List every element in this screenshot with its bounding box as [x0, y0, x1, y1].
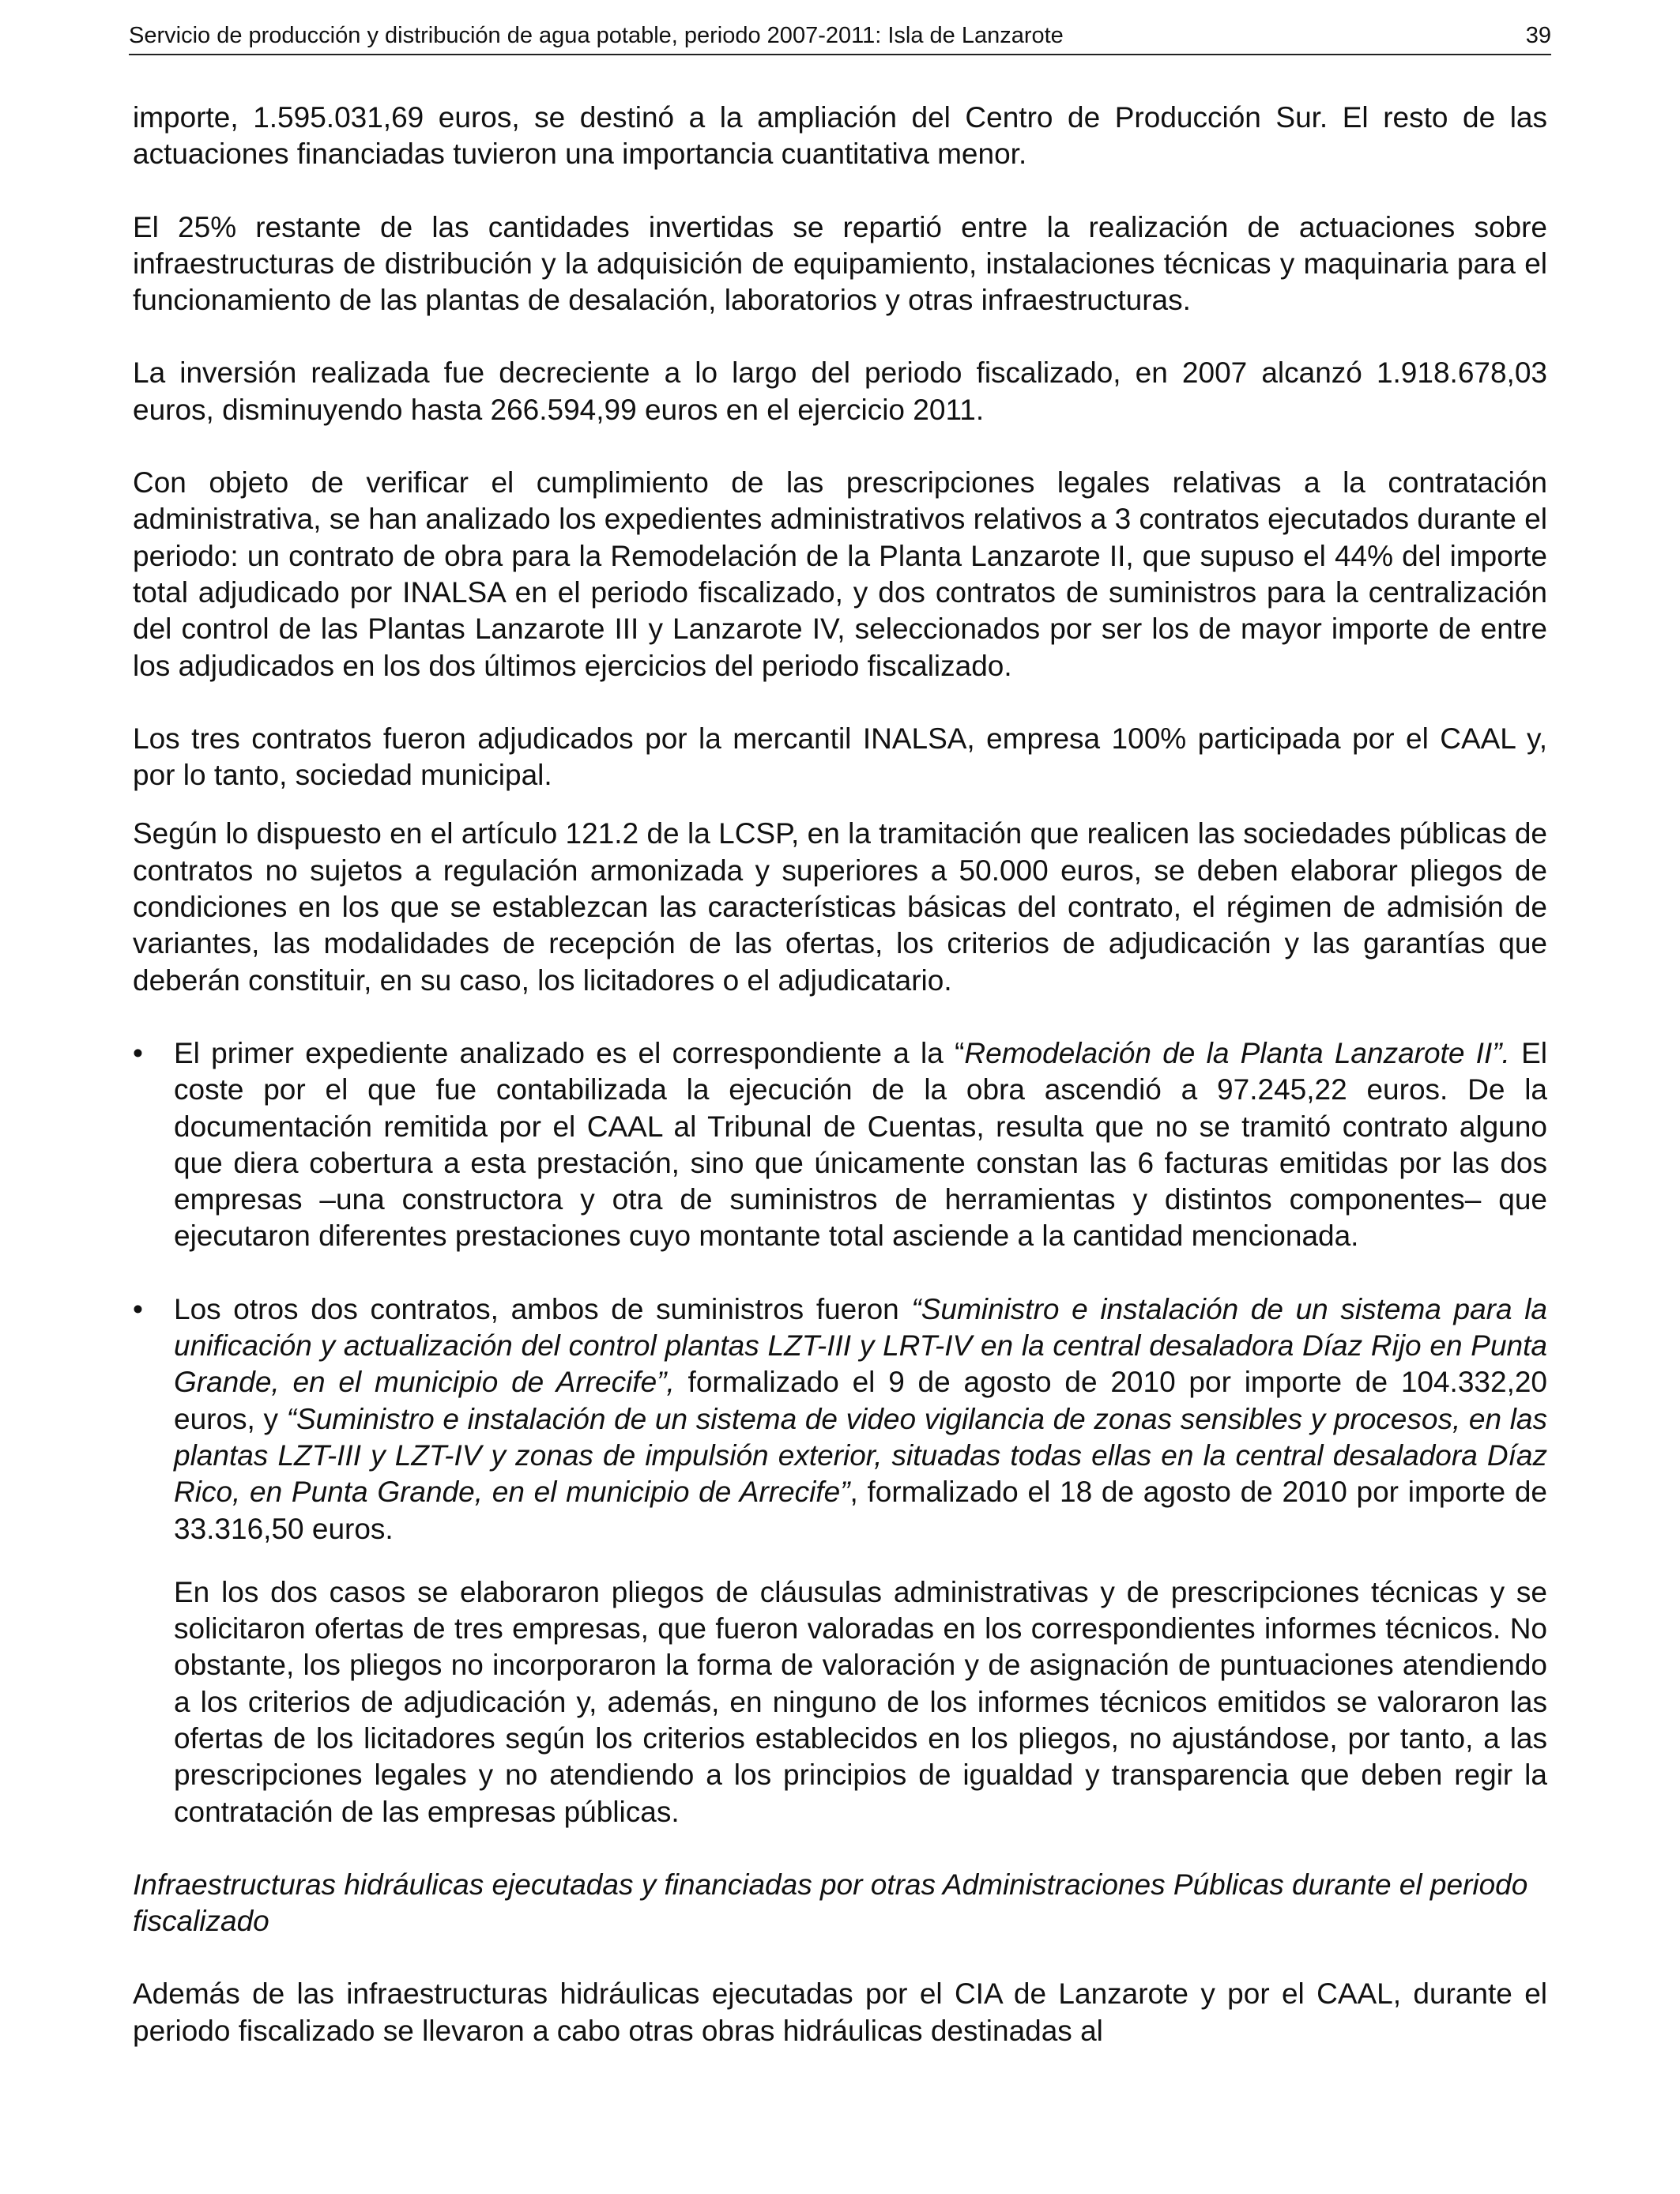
paragraph-inalsa: Los tres contratos fueron adjudicados por la mercantil INALSA, empresa 100% participada por el CAAL y, por lo tanto, sociedad municipal.: [133, 722, 1547, 792]
contracts-bullet-list: [133, 1035, 1547, 1547]
header-title: Servicio de producción y distribución de agua potable, periodo 2007-2011: Isla de Lanzarote: [129, 23, 1064, 48]
bullet-italic-text: Remodelación de la Planta Lanzarote II”.: [964, 1036, 1510, 1069]
bullet-text: , formalizado el 18 de agosto de 2010 por importe de 33.316,50 euros.: [174, 1476, 1547, 1545]
bullet-text: Los otros dos contratos, ambos de suministros fueron: [174, 1292, 912, 1325]
page-header: [129, 17, 1551, 55]
paragraph-contratacion: Con objeto de verificar el cumplimiento de las prescripciones legales relativas a la contratación administrativa, se han analizado los expedientes administrativos relativos a 3 contratos ejecutados durante el periodo: un contrato de obra para la Remodelación de la Planta Lanzarote II, que supuso el 44% del importe total adjudicado por INALSA en el periodo fiscalizado, y dos contratos de suministros para la centralización del control de las Plantas Lanzarote III y Lanzarote IV, seleccionados por ser los de mayor importe de entre los adjudicados en los dos últimos ejercicios del periodo fiscalizado.: [133, 466, 1547, 682]
bullet-italic-text: “Suministro e instalación de un sistema para la unificación y actualización del control plantas LZT-III y LRT-IV en la central desaladora Díaz Rijo en Punta Grande, en el municipio de Arrecife”,: [174, 1292, 1547, 1399]
bullet-italic-text: “Suministro e instalación de un sistema de video vigilancia de zonas sensibles y procesos, en las plantas LZT-III y LZT-IV y zonas de impulsión exterior, situadas todas ellas en la central desaladora Díaz Rico, en Punta Grande, en el municipio de Arrecife”: [174, 1402, 1547, 1509]
paragraph-pliegos: En los dos casos se elaboraron pliegos de cláusulas administrativas y de prescripciones técnicas y se solicitaron ofertas de tres empresas, que fueron valoradas en los correspondientes informes técnicos. No obstante, los pliegos no incorporaron la forma de valoración y de asignación de puntuaciones atendiendo a los criterios de adjudicación y, además, en ninguno de los informes técnicos emitidos se valoraron las ofertas de los licitadores según los criterios establecidos en los pliegos, no ajustándose, por tanto, a las prescripciones legales y no atendiendo a los principios de igualdad y transparencia que deben regir la contratación de las empresas públicas.: [174, 1575, 1547, 1828]
bullet-icon: •: [133, 1292, 143, 1325]
list-item: [133, 1035, 1547, 1255]
paragraph-lcsp: Según lo dispuesto en el artículo 121.2 de la LCSP, en la tramitación que realicen las sociedades públicas de contratos no sujetos a regulación armonizada y superiores a 50.000 euros, se deben elaborar pliegos de condiciones en los que se establezcan las características básicas del contrato, el régimen de admisión de variantes, las modalidades de recepción de las ofertas, los criterios de adjudicación y las garantías que deberán constituir, en su caso, los licitadores o el adjudicatario.: [133, 817, 1547, 997]
page-number: 39: [1525, 23, 1551, 48]
paragraph-ademas: Además de las infraestructuras hidráulicas ejecutadas por el CIA de Lanzarote y por el CAAL, durante el periodo fiscalizado se llevaron a cabo otras obras hidráulicas destinadas al: [133, 1977, 1547, 2047]
bullet-text: formalizado el 9 de agosto de 2010 por importe de 104.332,20 euros, y: [174, 1366, 1547, 1435]
bullet-icon: •: [133, 1036, 143, 1069]
paragraph-25-percent: El 25% restante de las cantidades invertidas se repartió entre la realización de actuaciones sobre infraestructuras de distribución y la adquisición de equipamiento, instalaciones técnicas y maquinaria para el funcionamiento de las plantas de desalación, laboratorios y otras infraestructuras.: [133, 210, 1547, 317]
section-heading: Infraestructuras hidráulicas ejecutadas y financiadas por otras Administraciones Públicas durante el periodo fiscalizado: [133, 1868, 1528, 1938]
bullet-text: El primer expediente analizado es el correspondiente a la “: [174, 1036, 965, 1069]
bullet-text: El coste por el que fue contabilizada la ejecución de la obra ascendió a 97.245,22 euros. De la documentación remitida por el CAAL al Tribunal de Cuentas, resulta que no se tramitó contrato alguno que diera cobertura a esta prestación, sino que únicamente constan las 6 facturas emitidas por las dos empresas –una constructora y otra de suministros de herramientas y distintos componentes– que ejecutaron diferentes prestaciones cuyo montante total asciende a la cantidad mencionada.: [174, 1036, 1547, 1253]
document-body: [133, 100, 1547, 2086]
list-item: [133, 1291, 1547, 1547]
paragraph-importe: importe, 1.595.031,69 euros, se destinó a la ampliación del Centro de Producción Sur. El resto de las actuaciones financiadas tuvieron una importancia cuantitativa menor.: [133, 101, 1547, 171]
paragraph-inversion: La inversión realizada fue decreciente a lo largo del periodo fiscalizado, en 2007 alcanzó 1.918.678,03 euros, disminuyendo hasta 266.594,99 euros en el ejercicio 2011.: [133, 356, 1547, 426]
